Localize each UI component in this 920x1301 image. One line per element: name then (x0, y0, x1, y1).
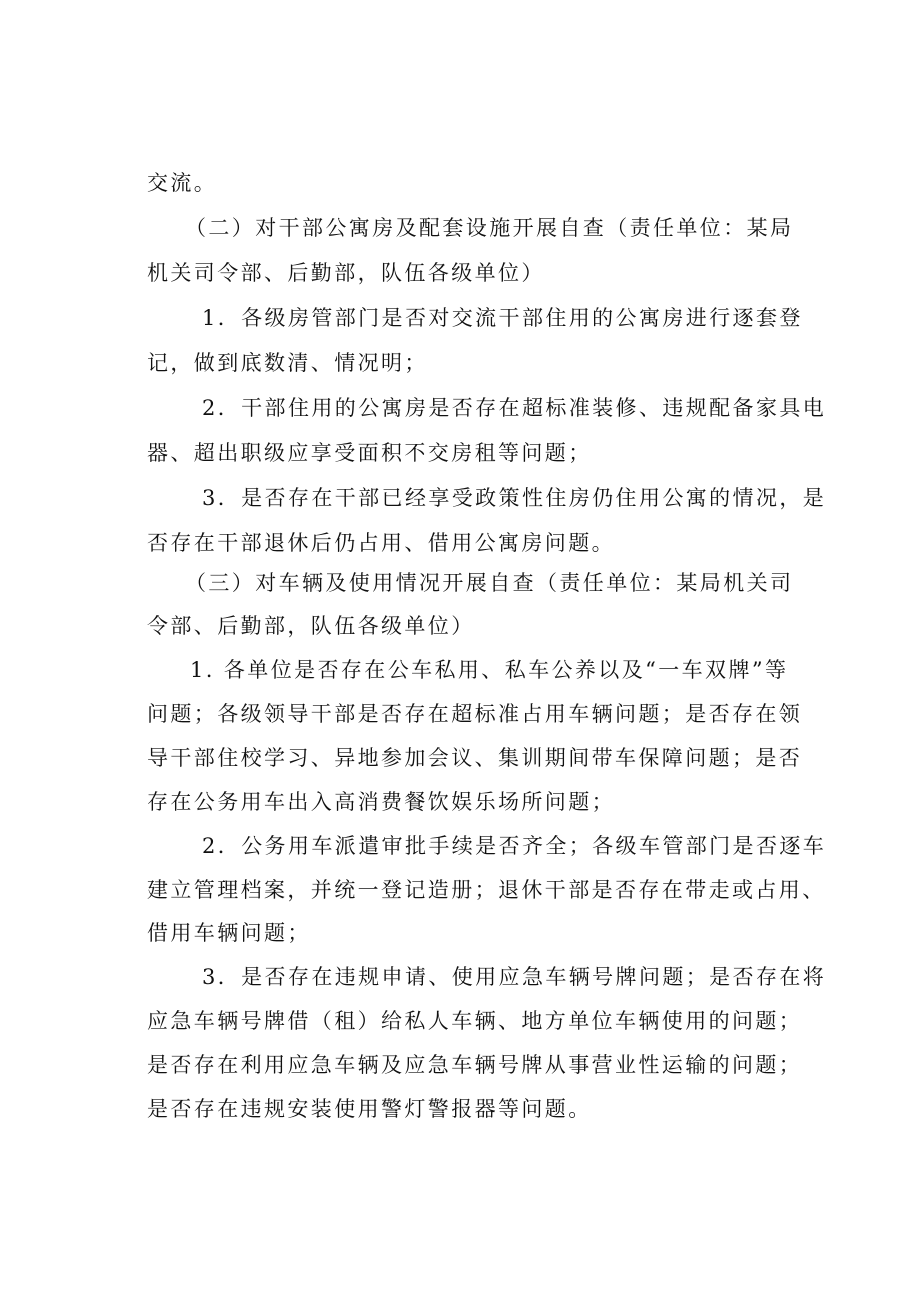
text-line: 器、超出职级应享受面积不交房租等问题； (147, 441, 592, 465)
text-line: 是否存在利用应急车辆及应急车辆号牌从事营业性运输的问题； (147, 1053, 803, 1077)
text-line: 借用车辆问题； (147, 921, 311, 945)
list-item-3: 3．是否存在干部已经享受政策性住房仍住用公寓的情况，是 (202, 486, 827, 510)
text-line: 存在公务用车出入高消费餐饮娱乐场所问题； (147, 790, 615, 814)
text-line: 是否存在违规安装使用警灯警报器等问题。 (147, 1097, 592, 1121)
text-line: 机关司令部、后勤部，队伍各级单位） (147, 261, 545, 285)
text-line: 记，做到底数清、情况明； (147, 351, 428, 375)
text-line: 交流。 (147, 171, 218, 195)
text-line: 令部、后勤部，队伍各级单位） (147, 614, 475, 638)
text-line: 问题；各级领导干部是否存在超标准占用车辆问题；是否存在领 (147, 702, 803, 726)
text-line: 应急车辆号牌借（租）给私人车辆、地方单位车辆使用的问题； (147, 1009, 803, 1033)
list-item-2: 2．公务用车派遣审批手续是否齐全；各级车管部门是否逐车 (202, 834, 827, 858)
text-line: 否存在干部退休后仍占用、借用公寓房问题。 (147, 531, 615, 555)
text-line: 导干部住校学习、异地参加会议、集训期间带车保障问题；是否 (147, 746, 803, 770)
list-item-1: 1．各级房管部门是否对交流干部住用的公寓房进行逐套登 (202, 306, 803, 330)
list-item-1: 1. 各单位是否存在公车私用、私车公养以及“一车双牌”等 (190, 658, 789, 682)
list-item-2: 2．干部住用的公寓房是否存在超标准装修、违规配备家具电 (202, 396, 827, 420)
section-heading-2: （二）对干部公寓房及配套设施开展自查（责任单位：某局 (185, 216, 794, 240)
section-heading-3: （三）对车辆及使用情况开展自查（责任单位：某局机关司 (185, 571, 794, 595)
list-item-3: 3．是否存在违规申请、使用应急车辆号牌问题；是否存在将 (202, 965, 827, 989)
text-line: 建立管理档案，并统一登记造册；退休干部是否存在带走或占用、 (147, 878, 826, 902)
